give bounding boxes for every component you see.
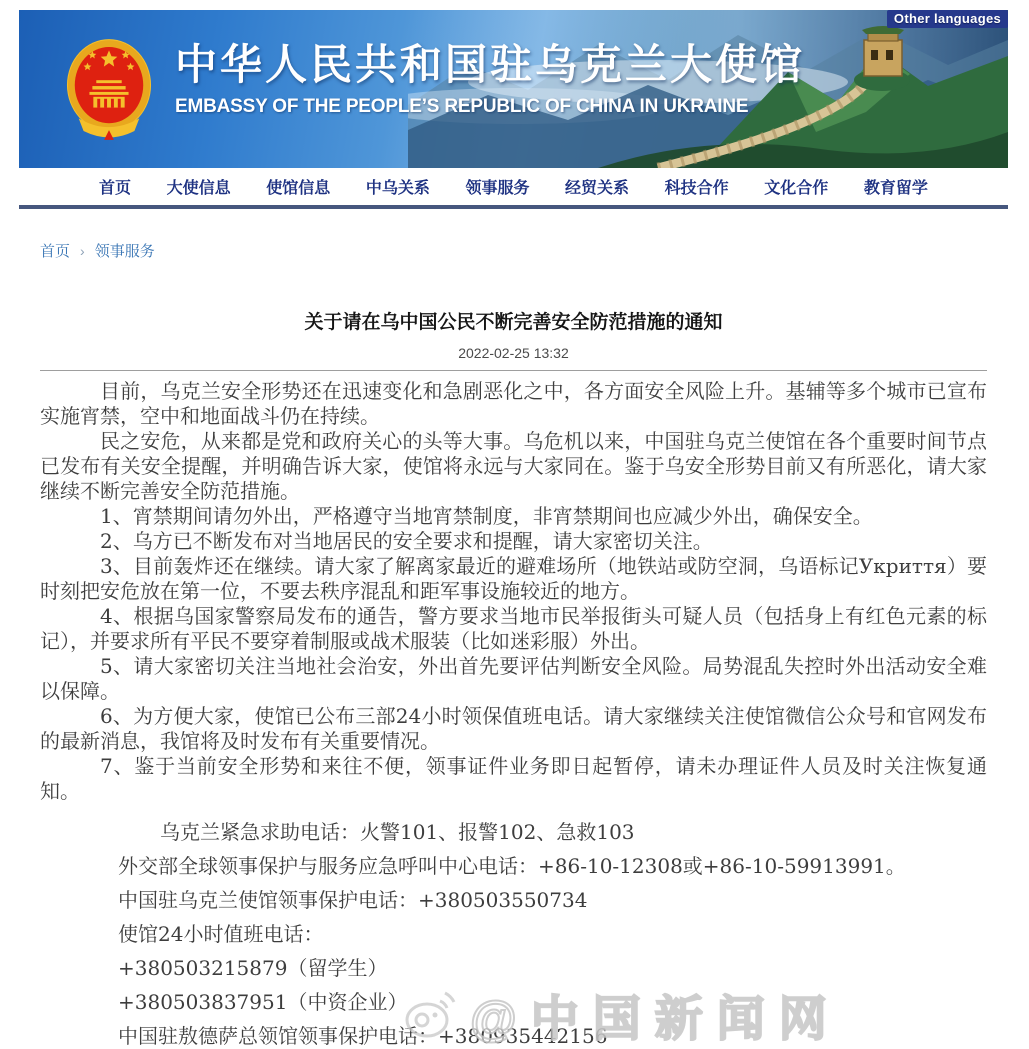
nav-item-education[interactable]: 教育留学 (863, 180, 928, 197)
nav-item-economy-trade[interactable]: 经贸关系 (565, 180, 630, 197)
banner-titles (175, 42, 805, 118)
main-nav (19, 168, 1008, 205)
article-title: 关于请在乌中国公民不断完善安全防范措施的通知 (304, 312, 723, 333)
contact-line-embassy-protection: 中国驻乌克兰使馆领事保护电话：+380503550734 (118, 888, 588, 912)
article-paragraph: 1、宵禁期间请勿外出，严格遵守当地宵禁制度，非宵禁期间也应减少外出，确保安全。 (100, 504, 873, 528)
breadcrumb (19, 240, 1008, 261)
contact-line-students-phone: +380503215879（留学生） (118, 956, 388, 980)
nav-underline (19, 205, 1008, 209)
contact-line-odesa-consulate-phone: 中国驻敖德萨总领馆领事保护电话：+380935442156 (118, 1024, 608, 1048)
watermark-text: @中国新闻网 (470, 993, 841, 1046)
breadcrumb-separator: › (80, 243, 85, 259)
breadcrumb-current-link[interactable]: 领事服务 (94, 243, 155, 260)
article-paragraph: 目前，乌克兰安全形势还在迅速变化和急剧恶化之中，各方面安全风险上升。基辅等多个城市已宣布实施宵禁，空中和地面战斗仍在持续。 (40, 379, 987, 428)
nav-item-culture-cooperation[interactable]: 文化合作 (764, 180, 829, 197)
article-paragraph: 2、乌方已不断发布对当地居民的安全要求和提醒，请大家密切关注。 (100, 529, 713, 553)
article (19, 307, 1008, 1049)
china-national-emblem-icon (65, 36, 153, 142)
nav-item-consular-services[interactable]: 领事服务 (465, 180, 530, 197)
article-paragraph: 7、鉴于当前安全形势和来往不便，领事证件业务即日起暂停，请未办理证件人员及时关注恢复通知。 (40, 754, 987, 803)
article-paragraph: 5、请大家密切关注当地社会治安，外出首先要评估判断安全风险。局势混乱失控时外出活动安全难以保障。 (40, 654, 987, 703)
nav-item-ambassador-info[interactable]: 大使信息 (166, 180, 231, 197)
other-languages-link[interactable]: Other languages (887, 10, 1008, 28)
contact-line-ukraine-emergency: 乌克兰紧急求助电话：火警101、报警102、急救103 (160, 820, 635, 844)
contact-line-duty-phone-label: 使馆24小时值班电话： (118, 922, 324, 946)
embassy-title-en: EMBASSY OF THE PEOPLE’S REPUBLIC OF CHINA IN UKRAINE (175, 96, 749, 118)
contact-line-mfa-hotline: 外交部全球领事保护与服务应急呼叫中心电话：+86-10-12308或+86-10-59913991。 (118, 854, 906, 878)
nav-item-china-ukraine-relations[interactable]: 中乌关系 (365, 180, 430, 197)
article-divider (40, 370, 987, 371)
site-banner (19, 10, 1008, 168)
article-paragraph: 4、根据乌国家警察局发布的通告，警方要求当地市民举报街头可疑人员（包括身上有红色元素的标记），并要求所有平民不要穿着制服或战术服装（比如迷彩服）外出。 (40, 604, 987, 653)
article-paragraph: 6、为方便大家，使馆已公布三部24小时领保值班电话。请大家继续关注使馆微信公众号和官网发布的最新消息，我馆将及时发布有关重要情况。 (40, 704, 987, 753)
embassy-title-zh: 中华人民共和国驻乌克兰大使馆 (175, 41, 806, 88)
contact-line-enterprises-phone: +380503837951（中资企业） (118, 990, 408, 1014)
nav-item-embassy-info[interactable]: 使馆信息 (266, 180, 331, 197)
emergency-contacts (40, 820, 987, 1049)
article-paragraph: 民之安危，从来都是党和政府关心的头等大事。乌危机以来，中国驻乌克兰使馆在各个重要时间节点已发布有关安全提醒，并明确告诉大家，使馆将永远与大家同在。鉴于乌安全形势目前又有所恶化，请大家继续不断完善安全防范措施。 (40, 429, 987, 503)
nav-item-home[interactable]: 首页 (99, 180, 132, 197)
article-date: 2022-02-25 13:32 (458, 345, 569, 361)
breadcrumb-home-link[interactable]: 首页 (40, 243, 71, 260)
article-paragraph: 3、目前轰炸还在继续。请大家了解离家最近的避难场所（地铁站或防空洞，乌语标记Укриття）要时刻把安危放在第一位，不要去秩序混乱和距军事设施较近的地方。 (40, 554, 987, 603)
article-body (40, 379, 987, 804)
page-container (19, 10, 1008, 1049)
nav-item-sci-tech-cooperation[interactable]: 科技合作 (664, 180, 729, 197)
